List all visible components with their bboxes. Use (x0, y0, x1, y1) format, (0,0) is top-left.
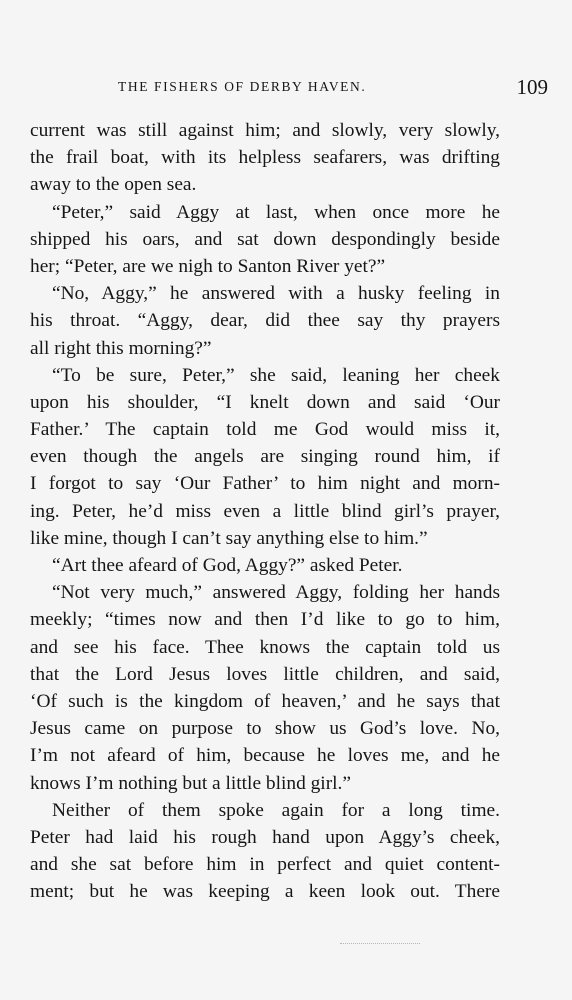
text-line: I forgot to say ‘Our Father’ to him night and morn- (30, 473, 500, 495)
printer-mark (340, 943, 420, 946)
body-text (30, 117, 500, 905)
text-line: “Art thee afeard of God, Aggy?” asked Peter. (52, 555, 403, 576)
text-line: even though the angels are singing round him, if (30, 446, 500, 468)
text-line: his throat. “Aggy, dear, did thee say thy prayers (30, 310, 500, 332)
text-line: knows I’m nothing but a little blind girl.” (30, 772, 351, 794)
text-line: the frail boat, with its helpless seafarers, was drifting (30, 147, 500, 169)
text-line: away to the open sea. (30, 174, 197, 196)
text-line: her; “Peter, are we nigh to Santon River yet?” (30, 255, 386, 277)
text-line: meekly; “times now and then I’d like to go to him, (30, 609, 500, 631)
text-line: I’m not afeard of him, because he loves me, and he (30, 745, 500, 767)
text-line: all right this morning?” (30, 337, 212, 359)
text-line: Father.’ The captain told me God would miss it, (30, 419, 500, 441)
text-line: Jesus came on purpose to show us God’s love. No, (30, 718, 500, 740)
text-line: “No, Aggy,” he answered with a husky feeling in (52, 283, 500, 305)
text-line: and she sat before him in perfect and quiet content- (30, 854, 500, 876)
text-line: ment; but he was keeping a keen look out. There (30, 881, 500, 903)
running-head-title: THE FISHERS OF DERBY HAVEN. (118, 79, 367, 94)
text-line: shipped his oars, and sat down despondingly beside (30, 228, 500, 250)
text-line: current was still against him; and slowly, very slowly, (30, 120, 500, 141)
text-line: and see his face. Thee knows the captain told us (30, 636, 500, 658)
text-line: Neither of them spoke again for a long time. (52, 799, 500, 821)
text-line: ‘Of such is the kingdom of heaven,’ and he says that (30, 690, 500, 712)
text-line: Peter had laid his rough hand upon Aggy’s cheek, (30, 826, 500, 848)
text-line: upon his shoulder, “I knelt down and said ‘Our (30, 391, 500, 413)
text-line: ing. Peter, he’d miss even a little blind girl’s prayer, (30, 500, 500, 522)
text-line: “To be sure, Peter,” she said, leaning her cheek (52, 364, 500, 386)
text-line: “Peter,” said Aggy at last, when once more he (52, 201, 500, 223)
running-head (30, 75, 550, 101)
text-line: “Not very much,” answered Aggy, folding her hands (52, 582, 500, 604)
text-line: like mine, though I can’t say anything else to him.” (30, 527, 428, 549)
text-line: that the Lord Jesus loves little children, and said, (30, 663, 500, 685)
page-number: 109 (516, 75, 548, 99)
